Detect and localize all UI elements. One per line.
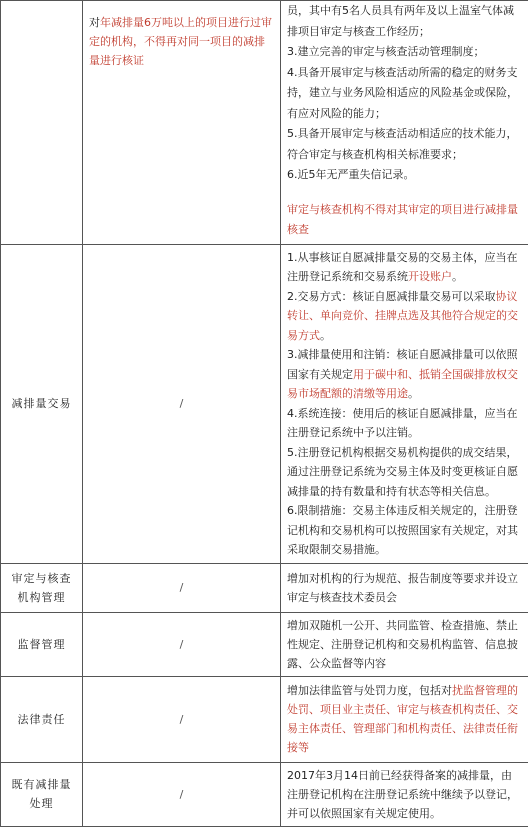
text-span: 4.系统连接：使用后的核证自愿减排量，应当在注册登记系统中予以注销。 xyxy=(287,407,518,440)
table-row xyxy=(1,244,528,563)
text-span: 4.具备开展审定与核查活动所需的稳定的财务支持，建立与业务风险相适应的风险基金或保险，有应对风险的能力； xyxy=(287,66,518,120)
text-span: 增加双随机一公开、共同监管、检查措施、禁止性规定、注册登记机构和交易机构监管、信息披露、公众监督等内容 xyxy=(287,619,518,670)
paragraph xyxy=(287,287,522,346)
new-rule-cell xyxy=(281,563,528,612)
old-rule-cell xyxy=(83,1,281,245)
line-list xyxy=(287,616,522,673)
new-rule-cell xyxy=(281,1,528,245)
empty-slash-cell: / xyxy=(83,563,281,612)
table-row xyxy=(1,612,528,676)
row-label-cell: 法律责任 xyxy=(1,676,83,762)
text-span: 2.交易方式：核证自愿减排量交易可以采取 xyxy=(287,290,496,303)
paragraph xyxy=(287,42,522,63)
text-span: 1.从事核证自愿减排量交易的交易主体，应当在注册登记系统和交易系统 xyxy=(287,251,518,284)
highlighted-text: 协议转让、单向竞价、挂牌点选及其他符合规定的交易方式 xyxy=(287,290,518,342)
paragraph xyxy=(287,124,522,165)
empty-slash-cell: / xyxy=(83,244,281,563)
paragraph xyxy=(287,404,522,443)
paragraph xyxy=(287,63,522,125)
highlighted-text: 开设账户 xyxy=(408,270,452,283)
empty-slash-cell: / xyxy=(83,762,281,826)
paragraph xyxy=(287,443,522,502)
row-label-cell: 减排量交易 xyxy=(1,244,83,563)
empty-slash-cell: / xyxy=(83,612,281,676)
line-list xyxy=(287,1,522,241)
empty-slash-cell: / xyxy=(83,676,281,762)
paragraph xyxy=(287,681,522,757)
highlighted-text: 年减排量6万吨以上的项目进行过审定的机构，不得再对同一项目的减排量进行核证 xyxy=(89,16,272,67)
table-row xyxy=(1,1,528,245)
text-span: 3.减排量使用和注销：核证自愿减排量可以依照国家有关规定 xyxy=(287,348,518,381)
table-row xyxy=(1,563,528,612)
text-span: 增加法律监管与处罚力度，包括对 xyxy=(287,684,452,697)
paragraph xyxy=(287,616,522,673)
paragraph xyxy=(287,248,522,287)
text-span: 对 xyxy=(89,16,100,29)
new-rule-cell xyxy=(281,612,528,676)
text-span: 5.注册登记机构根据交易机构提供的成交结果，通过注册登记系统为交易主体及时变更核证自愿减排量的持有数量和持有状态等相关信息。 xyxy=(287,446,518,498)
text-span: 增加对机构的行为规范、报告制度等要求并设立审定与核查技术委员会 xyxy=(287,572,518,604)
new-rule-cell xyxy=(281,676,528,762)
table-row xyxy=(1,676,528,762)
rich-text xyxy=(89,13,274,70)
paragraph xyxy=(287,766,522,823)
table-row xyxy=(1,762,528,826)
row-label-cell: 审定与核查 机构管理 xyxy=(1,563,83,612)
highlighted-text: 用于碳中和、抵销全国碳排放权交易市场配额的清缴等用途 xyxy=(287,368,518,401)
highlighted-text: 扰监督管理的处罚、项目业主责任、审定与核查机构责任、交易主体责任、管理部门和机构责任、法律责任衔接等 xyxy=(287,684,518,754)
text-span: 。 xyxy=(320,329,331,342)
text-span: 3.建立完善的审定与核查活动管理制度； xyxy=(287,45,485,58)
text-span: 。 xyxy=(452,270,463,283)
row-label-cell: 监督管理 xyxy=(1,612,83,676)
paragraph xyxy=(287,165,522,186)
line-list xyxy=(287,569,522,607)
text-span: 。 xyxy=(408,387,419,400)
line-list xyxy=(287,248,522,560)
row-label-cell: 既有减排量 处理 xyxy=(1,762,83,826)
paragraph xyxy=(287,501,522,560)
text-span: 6.限制措施：交易主体违反相关规定的，注册登记机构和交易机构可以按照国家有关规定，对其采取限制交易措施。 xyxy=(287,504,518,556)
paragraph xyxy=(287,345,522,404)
paragraph xyxy=(287,569,522,607)
text-span: 5.具备开展审定与核查活动相适应的技术能力，符合审定与核查机构相关标准要求； xyxy=(287,127,518,161)
new-rule-cell xyxy=(281,244,528,563)
row-label-cell xyxy=(1,1,83,245)
text-span: 6.近5年无严重失信记录。 xyxy=(287,168,415,181)
line-list xyxy=(287,681,522,757)
paragraph xyxy=(287,1,522,42)
text-span: 2017年3月14日前已经获得备案的减排量，由注册登记机构在注册登记系统中继续予以登记，并可以依照国家有关规定使用。 xyxy=(287,769,518,820)
line-list xyxy=(287,766,522,823)
highlighted-text: 审定与核查机构不得对其审定的项目进行减排量核查 xyxy=(287,203,518,237)
new-rule-cell xyxy=(281,762,528,826)
text-span: 员，其中有5名人员具有两年及以上温室气体减排项目审定与核查工作经历； xyxy=(287,4,514,38)
paragraph xyxy=(287,200,522,241)
